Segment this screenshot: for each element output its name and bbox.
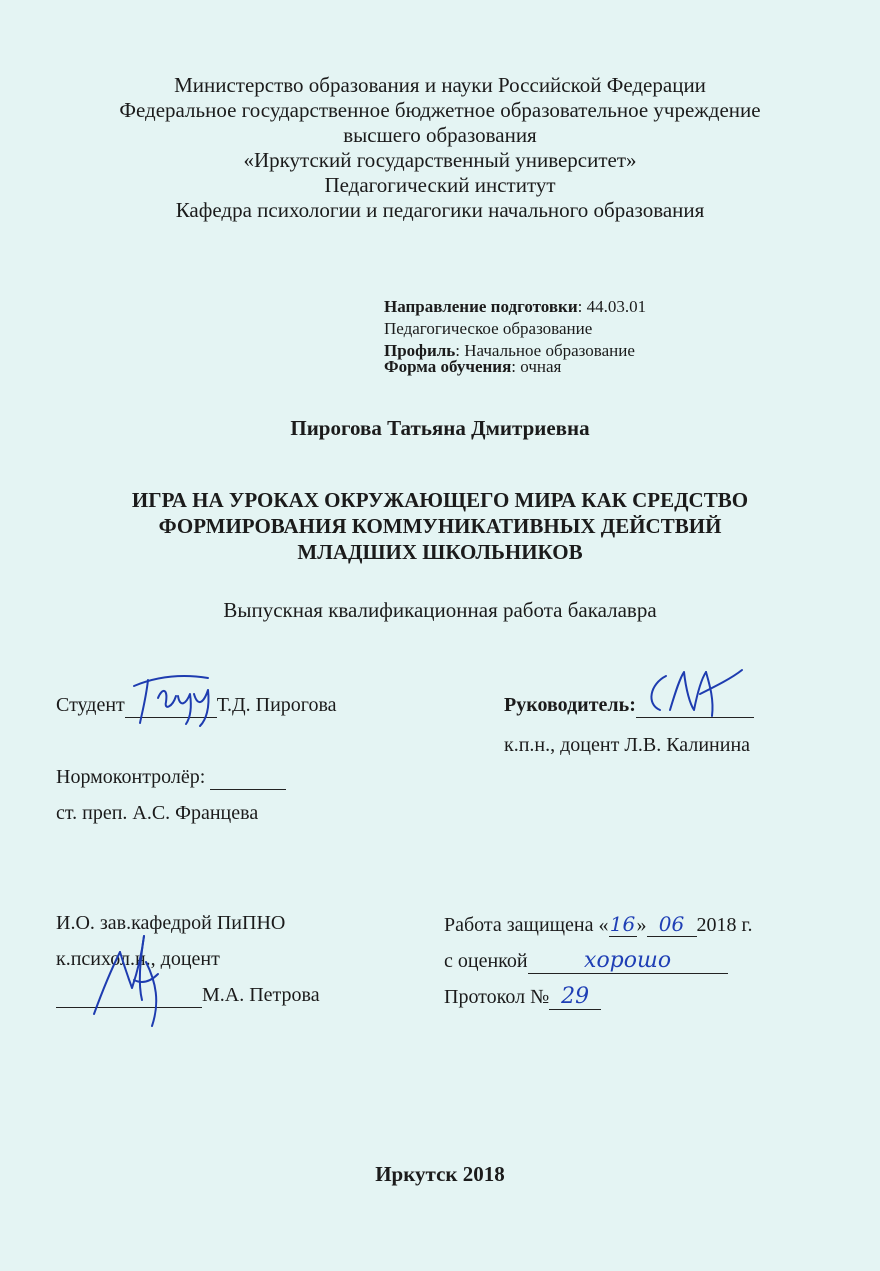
defense-day: 16 xyxy=(609,912,636,936)
form-value: : очная xyxy=(511,357,562,376)
student-signature xyxy=(128,668,228,728)
header-university: «Иркутский государственный университет» xyxy=(243,148,637,172)
defense-mid: » xyxy=(636,914,647,936)
head-signature xyxy=(80,922,190,1032)
thesis-title-line-1: ИГРА НА УРОКАХ ОКРУЖАЮЩЕГО МИРА КАК СРЕДСТВО xyxy=(131,488,749,512)
thesis-title-line-3: МЛАДШИХ ШКОЛЬНИКОВ xyxy=(297,540,583,564)
profile-label: Профиль xyxy=(384,341,456,360)
defense-line xyxy=(444,912,752,937)
normcontrol-signature-line xyxy=(210,766,286,790)
normcontrol-label: Нормоконтролёр: xyxy=(56,766,206,788)
student-name: Т.Д. Пирогова xyxy=(216,694,337,716)
header-institution: Федеральное государственное бюджетное образовательное учреждение xyxy=(119,98,761,122)
profile-value: : Начальное образование xyxy=(455,341,635,360)
defense-prefix: Работа защищена « xyxy=(444,914,609,936)
grade-line xyxy=(444,948,728,974)
supervisor-signature xyxy=(640,660,750,720)
student-label: Студент xyxy=(56,694,125,716)
head-position: И.О. зав.кафедрой ПиПНО xyxy=(56,912,286,934)
header-ministry: Министерство образования и науки Российской Федерации xyxy=(174,73,706,97)
defense-month: 06 xyxy=(647,912,697,937)
author-name: Пирогова Татьяна Дмитриевна xyxy=(290,416,590,440)
header-education-level: высшего образования xyxy=(343,123,537,147)
defense-year: 2018 г. xyxy=(696,914,753,936)
supervisor-label: Руководитель: xyxy=(504,694,636,716)
normcontrol-line xyxy=(56,766,286,790)
head-name: М.А. Петрова xyxy=(202,984,320,1006)
grade-label: с оценкой xyxy=(444,950,528,972)
supervisor-name: к.п.н., доцент Л.В. Калинина xyxy=(504,734,751,756)
form-line xyxy=(384,356,561,378)
header-department: Кафедра психологии и педагогики начального образования xyxy=(175,198,705,222)
header-institute: Педагогический институт xyxy=(324,173,556,197)
protocol-line xyxy=(444,984,601,1010)
direction-label: Направление подготовки xyxy=(384,297,578,316)
direction-line xyxy=(384,296,646,318)
grade-value: хорошо xyxy=(528,948,728,974)
normcontrol-name: ст. преп. А.С. Францева xyxy=(56,802,259,824)
thesis-title-line-2: ФОРМИРОВАНИЯ КОММУНИКАТИВНЫХ ДЕЙСТВИЙ xyxy=(158,514,722,538)
work-type: Выпускная квалификационная работа бакалавра xyxy=(223,598,657,622)
protocol-label: Протокол № xyxy=(444,986,550,1008)
direction-value: : 44.03.01 xyxy=(577,297,647,316)
form-label: Форма обучения xyxy=(384,357,512,376)
direction-value-2: Педагогическое образование xyxy=(384,319,593,338)
head-degree: к.психол.н., доцент xyxy=(56,948,220,970)
city-year: Иркутск 2018 xyxy=(375,1162,505,1186)
protocol-value: 29 xyxy=(549,984,601,1010)
